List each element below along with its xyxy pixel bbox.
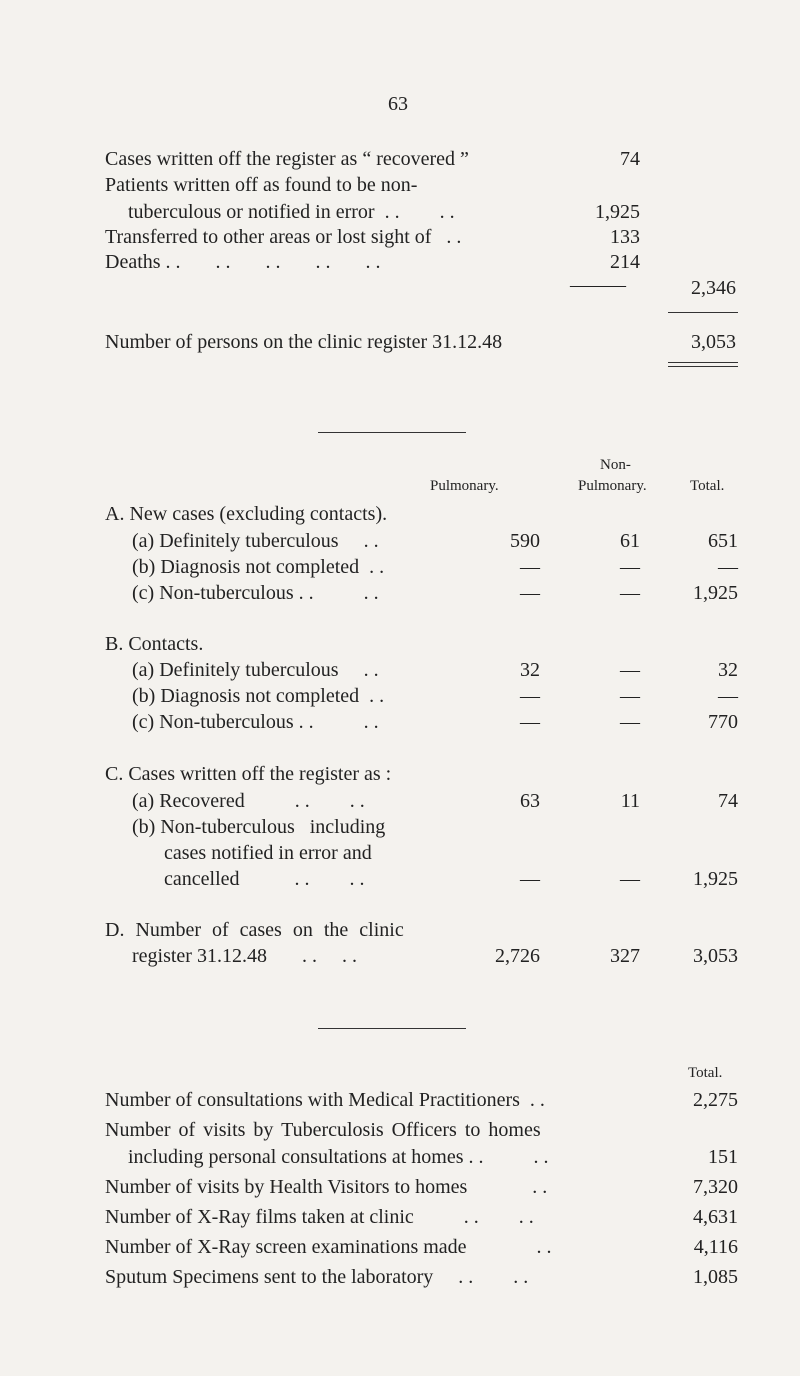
cell-pulmonary: — (520, 868, 540, 890)
activity-value: 4,631 (693, 1206, 738, 1228)
cell-total: — (718, 685, 738, 707)
cell-pulmonary: 590 (510, 530, 540, 552)
row-label: (a) Recovered . . . . (132, 790, 365, 812)
cell-pulmonary: — (520, 711, 540, 733)
header-pulmonary: Pulmonary. (430, 478, 499, 494)
cell-non-pulmonary: 61 (620, 530, 640, 552)
activity-total-header: Total. (688, 1065, 723, 1081)
cell-non-pulmonary: — (620, 582, 640, 604)
cell-total: 3,053 (693, 945, 738, 967)
page-number: 63 (388, 93, 408, 115)
cell-total: — (718, 556, 738, 578)
cell-pulmonary: 32 (520, 659, 540, 681)
activity-label: Number of X-Ray films taken at clinic . . . . (105, 1206, 534, 1228)
cell-pulmonary: — (520, 582, 540, 604)
cell-non-pulmonary: — (620, 556, 640, 578)
summary-value: 133 (610, 226, 640, 248)
cell-pulmonary: 63 (520, 790, 540, 812)
cell-total: 770 (708, 711, 738, 733)
summary-label: Deaths . . . . . . . . . . (105, 251, 381, 273)
summary-label: Cases written off the register as “ recovered ” (105, 148, 469, 170)
activity-value: 2,275 (693, 1089, 738, 1111)
activity-value: 1,085 (693, 1266, 738, 1288)
section-title: B. Contacts. (105, 633, 204, 655)
cell-total: 32 (718, 659, 738, 681)
row-label: cases notified in error and (164, 842, 372, 864)
cell-total: 1,925 (693, 868, 738, 890)
cell-total: 74 (718, 790, 738, 812)
cell-non-pulmonary: 11 (620, 790, 640, 812)
row-label: (b) Diagnosis not completed . . (132, 556, 385, 578)
header-non-pulmonary: Pulmonary. (578, 478, 647, 494)
row-label: register 31.12.48 . . . . (132, 945, 357, 967)
cell-non-pulmonary: — (620, 685, 640, 707)
row-label: (c) Non-tuberculous . . . . (132, 582, 379, 604)
activity-label: Sputum Specimens sent to the laboratory . . . . (105, 1266, 529, 1288)
activity-label: Number of consultations with Medical Practitioners . . (105, 1089, 545, 1111)
subtotal-dash: ——— (570, 274, 624, 296)
cell-pulmonary: — (520, 685, 540, 707)
activity-label: including personal consultations at homes . . . . (128, 1146, 549, 1168)
summary-value: 1,925 (595, 201, 640, 223)
activity-value: 7,320 (693, 1176, 738, 1198)
summary-label: Patients written off as found to be non- (105, 174, 418, 196)
register-label: Number of persons on the clinic register 31.12.48 (105, 331, 503, 353)
activity-label: Number of visits by Health Visitors to homes . . (105, 1176, 548, 1198)
double-rule (668, 362, 738, 367)
register-value: 3,053 (691, 331, 736, 353)
activity-value: 151 (708, 1146, 738, 1168)
section-divider (318, 432, 466, 433)
row-label: (b) Non-tuberculous including (132, 816, 386, 838)
row-label: (a) Definitely tuberculous . . (132, 530, 379, 552)
cell-pulmonary: — (520, 556, 540, 578)
row-label: (c) Non-tuberculous . . . . (132, 711, 379, 733)
summary-value: 214 (610, 251, 640, 273)
cell-total: 651 (708, 530, 738, 552)
row-label: (a) Definitely tuberculous . . (132, 659, 379, 681)
cell-non-pulmonary: — (620, 659, 640, 681)
cell-non-pulmonary: — (620, 868, 640, 890)
summary-label: tuberculous or notified in error . . . . (128, 201, 455, 223)
section-divider (318, 1028, 466, 1029)
summary-subtotal: 2,346 (691, 277, 736, 299)
section-title: D. Number of cases on the clinic (105, 919, 404, 941)
row-label: (b) Diagnosis not completed . . (132, 685, 385, 707)
activity-label: Number of visits by Tuberculosis Officers to homes (105, 1119, 541, 1141)
activity-value: 4,116 (693, 1236, 738, 1258)
cell-pulmonary: 2,726 (495, 945, 540, 967)
cell-non-pulmonary: — (620, 711, 640, 733)
section-title: A. New cases (excluding contacts). (105, 503, 388, 525)
cell-non-pulmonary: 327 (610, 945, 640, 967)
section-title: C. Cases written off the register as : (105, 763, 392, 785)
summary-value: 74 (620, 148, 640, 170)
subtotal-rule (668, 312, 738, 313)
summary-label: Transferred to other areas or lost sight of . . (105, 226, 462, 248)
activity-label: Number of X-Ray screen examinations made . . (105, 1236, 552, 1258)
row-label: cancelled . . . . (164, 868, 365, 890)
header-non: Non- (600, 457, 631, 473)
header-total: Total. (690, 478, 725, 494)
cell-total: 1,925 (693, 582, 738, 604)
